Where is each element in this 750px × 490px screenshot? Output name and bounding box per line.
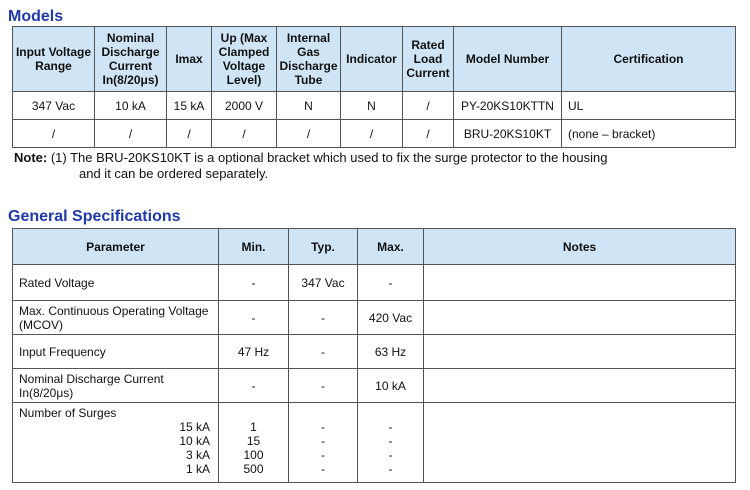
cell: /	[13, 120, 95, 148]
cell-notes	[424, 301, 736, 335]
surge-min: 500	[243, 462, 264, 476]
surge-min: 1	[250, 420, 257, 434]
surge-max: -	[388, 434, 393, 448]
cell: 10 kA	[358, 369, 424, 403]
surge-current-3ka: 3 kA	[185, 448, 210, 462]
param-rated-voltage: Rated Voltage	[13, 265, 219, 301]
cell: 2000 V	[212, 92, 277, 120]
cell: /	[277, 120, 341, 148]
header-nominal-discharge: Nominal Discharge Current In(8/20μs)	[95, 27, 167, 92]
header-input-voltage: Input Voltage Range	[13, 27, 95, 92]
cell: /	[403, 92, 454, 120]
models-table	[12, 26, 736, 148]
general-specs-table	[12, 228, 736, 483]
models-header-row	[13, 27, 736, 92]
surge-max: -	[388, 462, 393, 476]
surge-typ: -	[321, 420, 325, 434]
header-parameter: Parameter	[13, 229, 219, 265]
param-number-of-surges	[13, 403, 219, 483]
cell: /	[341, 120, 403, 148]
param-mcov: Max. Continuous Operating Voltage (MCOV)	[13, 301, 219, 335]
header-rated-load: Rated Load Current	[403, 27, 454, 92]
surge-typ-column	[289, 403, 358, 483]
cell: -	[219, 301, 289, 335]
note-line-2: and it can be ordered separately.	[79, 166, 269, 181]
cell: /	[403, 120, 454, 148]
general-specs-title: General Specifications	[8, 208, 181, 225]
surge-max: -	[388, 448, 393, 462]
surge-current-10ka: 10 kA	[179, 434, 210, 448]
note-label: Note:	[14, 150, 48, 165]
header-up: Up (Max Clamped Voltage Level)	[212, 27, 277, 92]
cell: 347 Vac	[13, 92, 95, 120]
header-max: Max.	[358, 229, 424, 265]
table-row	[13, 301, 736, 335]
cell: N	[277, 92, 341, 120]
cell: -	[289, 335, 358, 369]
surge-typ: -	[321, 434, 325, 448]
cell: 347 Vac	[289, 265, 358, 301]
header-gas-tube: Internal Gas Discharge Tube	[277, 27, 341, 92]
cell-certification: (none – bracket)	[562, 120, 736, 148]
cell-notes	[424, 403, 736, 483]
surge-min: 15	[246, 434, 261, 448]
cell-model-number: BRU-20KS10KT	[454, 120, 562, 148]
cell: 47 Hz	[219, 335, 289, 369]
header-min: Min.	[219, 229, 289, 265]
param-input-frequency: Input Frequency	[13, 335, 219, 369]
surge-current-15ka: 15 kA	[179, 420, 210, 434]
cell: 10 kA	[95, 92, 167, 120]
cell-certification: UL	[562, 92, 736, 120]
surge-min: 100	[243, 448, 264, 462]
header-imax: Imax	[167, 27, 212, 92]
table-row	[13, 120, 736, 148]
table-row	[13, 403, 736, 483]
cell: -	[289, 369, 358, 403]
param-nominal-discharge: Nominal Discharge Current In(8/20μs)	[13, 369, 219, 403]
cell: /	[167, 120, 212, 148]
cell: /	[95, 120, 167, 148]
surge-typ: -	[321, 448, 325, 462]
header-notes: Notes	[424, 229, 736, 265]
general-header-row	[13, 229, 736, 265]
table-row	[13, 92, 736, 120]
cell-notes	[424, 265, 736, 301]
header-model-number: Model Number	[454, 27, 562, 92]
table-row	[13, 369, 736, 403]
surges-label: Number of Surges	[19, 406, 117, 420]
header-indicator: Indicator	[341, 27, 403, 92]
surge-min-column	[219, 403, 289, 483]
cell-model-number: PY-20KS10KTTN	[454, 92, 562, 120]
models-note	[14, 150, 744, 182]
cell: /	[212, 120, 277, 148]
cell: N	[341, 92, 403, 120]
surge-max: -	[388, 420, 393, 434]
table-row	[13, 265, 736, 301]
cell: -	[219, 265, 289, 301]
cell: -	[289, 301, 358, 335]
cell: -	[358, 265, 424, 301]
header-typ: Typ.	[289, 229, 358, 265]
table-row	[13, 335, 736, 369]
header-certification: Certification	[562, 27, 736, 92]
surge-max-column	[358, 403, 424, 483]
surge-current-1ka: 1 kA	[185, 462, 210, 476]
cell: 420 Vac	[358, 301, 424, 335]
cell: 15 kA	[167, 92, 212, 120]
surge-typ: -	[321, 462, 325, 476]
cell-notes	[424, 335, 736, 369]
cell: 63 Hz	[358, 335, 424, 369]
cell-notes	[424, 369, 736, 403]
note-line-1: (1) The BRU-20KS10KT is a optional bracket which used to fix the surge protector to the housing	[50, 150, 608, 165]
models-title: Models	[8, 8, 64, 25]
cell: -	[219, 369, 289, 403]
